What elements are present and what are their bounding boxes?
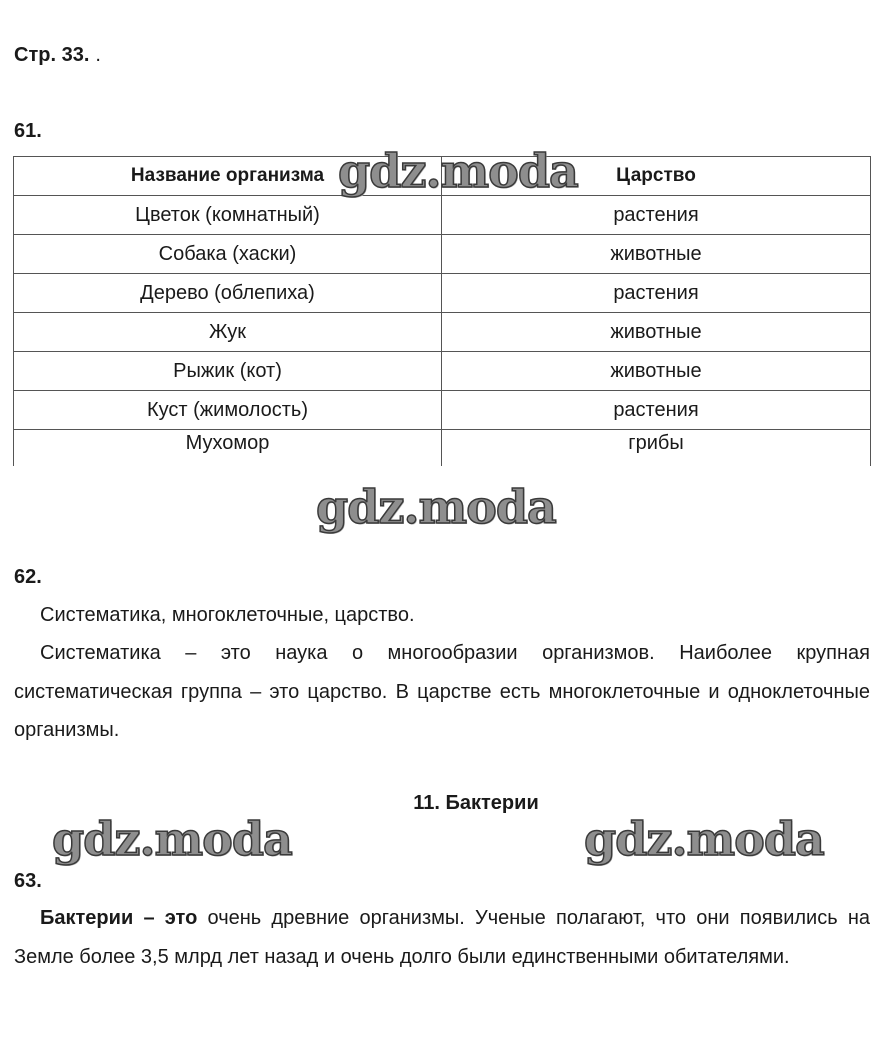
bacteria-bold-lead: Бактерии – это bbox=[40, 907, 198, 929]
kingdom-cell: животные bbox=[442, 235, 871, 274]
organism-name-cell: Цветок (комнатный) bbox=[14, 196, 442, 235]
table-row bbox=[14, 313, 871, 352]
table-header-row bbox=[14, 157, 871, 196]
page-header bbox=[14, 44, 101, 67]
bacteria-text: очень древние организмы. Ученые полагают, что они появились на Земле более 3,5 млрд лет назад и очень долго были единственными обитателями. bbox=[14, 907, 871, 968]
task-62-number: 62. bbox=[14, 566, 42, 588]
terms-line: Систематика, многоклеточные, царство. bbox=[40, 604, 415, 626]
table-row bbox=[14, 274, 871, 313]
column-header-kingdom: Царство bbox=[442, 157, 871, 196]
task-63-number: 63. bbox=[14, 870, 42, 892]
kingdom-cell: животные bbox=[442, 352, 871, 391]
kingdom-cell: животные bbox=[442, 313, 871, 352]
table-row bbox=[14, 196, 871, 235]
kingdom-cell: грибы bbox=[442, 430, 871, 467]
kingdom-cell: растения bbox=[442, 391, 871, 430]
header-dot: . bbox=[95, 44, 101, 66]
organism-name-cell: Рыжик (кот) bbox=[14, 352, 442, 391]
section-title: 11. Бактерии bbox=[413, 792, 539, 814]
watermark: gdz.moda bbox=[338, 144, 578, 198]
organism-name-cell: Жук bbox=[14, 313, 442, 352]
kingdom-cell: растения bbox=[442, 196, 871, 235]
watermark: gdz.moda bbox=[584, 812, 824, 866]
task-61-number: 61. bbox=[14, 120, 42, 142]
watermark: gdz.moda bbox=[52, 812, 292, 866]
organisms-table bbox=[13, 156, 871, 466]
bacteria-paragraph bbox=[14, 899, 870, 976]
column-header-organism-name: Название организма bbox=[14, 157, 442, 196]
organism-name-cell: Собака (хаски) bbox=[14, 235, 442, 274]
table-row bbox=[14, 235, 871, 274]
watermark: gdz.moda bbox=[316, 480, 556, 534]
organism-name-cell: Мухомор bbox=[14, 430, 442, 467]
table-row bbox=[14, 391, 871, 430]
definition-paragraph: Систематика – это наука о многообразии организмов. Наиболее крупная систематическая группа – это царство. В царстве есть многоклеточные и одноклеточные организмы. bbox=[14, 642, 870, 741]
page-label: Стр. 33. bbox=[14, 44, 90, 66]
organism-name-cell: Дерево (облепиха) bbox=[14, 274, 442, 313]
kingdom-cell: растения bbox=[442, 274, 871, 313]
table-row bbox=[14, 352, 871, 391]
table-row bbox=[14, 430, 871, 467]
organism-name-cell: Куст (жимолость) bbox=[14, 391, 442, 430]
